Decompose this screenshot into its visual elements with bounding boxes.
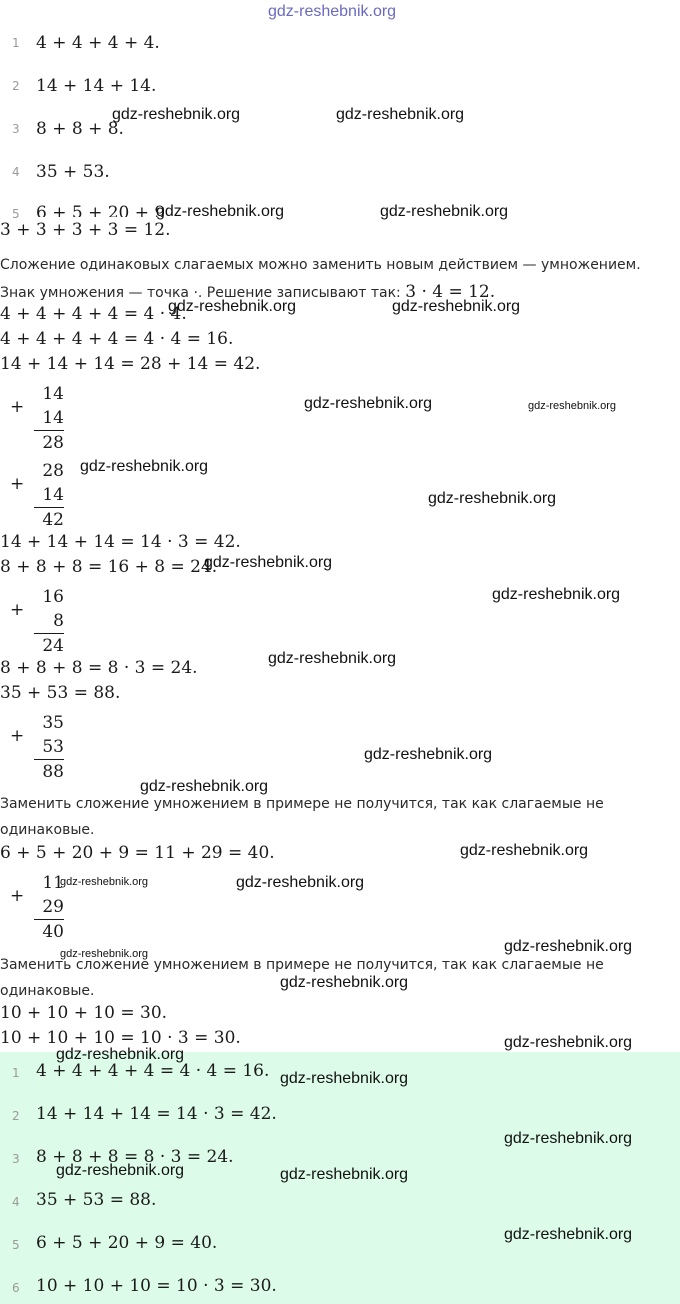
watermark: gdz-reshebnik.org [380, 203, 509, 220]
solution-line: 14 + 14 + 14 = 28 + 14 = 42. [0, 354, 261, 374]
watermark: gdz-reshebnik.org [204, 554, 333, 571]
solution-line: 35 + 53 = 88. [0, 683, 121, 703]
column-addition: 28 14 42 [34, 459, 64, 532]
paragraph: Знак умножения — точка ·. Решение записывают так: 3 · 4 = 12. [0, 282, 496, 302]
watermark: gdz-reshebnik.org [168, 298, 297, 315]
answer-expression: 10 + 10 + 10 = 10 · 3 = 30. [36, 1276, 277, 1296]
list-item-number: 5 [12, 207, 20, 221]
watermark: gdz-reshebnik.org [528, 400, 617, 412]
list-item-number: 4 [12, 1195, 20, 1209]
watermark: gdz-reshebnik.org [268, 3, 397, 20]
answer-expression: 4 + 4 + 4 + 4 = 4 · 4 = 16. [36, 1061, 270, 1081]
solution-line: 8 + 8 + 8 = 16 + 8 = 24. [0, 557, 218, 577]
answer-expression: 35 + 53 = 88. [36, 1190, 157, 1210]
watermark: gdz-reshebnik.org [504, 938, 633, 955]
list-item-number: 3 [12, 1152, 20, 1166]
paragraph: одинаковые. [0, 822, 95, 838]
task-expression: 14 + 14 + 14. [36, 76, 157, 96]
list-item-number: 1 [12, 1066, 20, 1080]
watermark: gdz-reshebnik.org [156, 203, 285, 220]
watermark: gdz-reshebnik.org [140, 778, 269, 795]
task-expression: 35 + 53. [36, 162, 110, 182]
plus-sign: + [10, 886, 25, 906]
list-item-number: 1 [12, 36, 20, 50]
plus-sign: + [10, 397, 25, 417]
list-item-number: 2 [12, 1109, 20, 1123]
answer-expression: 6 + 5 + 20 + 9 = 40. [36, 1233, 218, 1253]
watermark: gdz-reshebnik.org [60, 876, 149, 888]
column-addition: 14 14 28 [34, 382, 64, 455]
solution-line: 10 + 10 + 10 = 10 · 3 = 30. [0, 1028, 241, 1048]
plus-sign: + [10, 474, 25, 494]
watermark: gdz-reshebnik.org [492, 586, 621, 603]
plus-sign: + [10, 726, 25, 746]
plus-sign: + [10, 600, 25, 620]
watermark: gdz-reshebnik.org [304, 395, 433, 412]
watermark: gdz-reshebnik.org [80, 458, 209, 475]
column-addition: 35 53 88 [34, 711, 64, 784]
column-addition: 11 29 40 [34, 871, 64, 944]
paragraph: одинаковые. [0, 983, 95, 999]
list-item-number: 4 [12, 165, 20, 179]
list-item-number: 5 [12, 1238, 20, 1252]
task-expression: 8 + 8 + 8. [36, 119, 124, 139]
watermark: gdz-reshebnik.org [504, 1130, 633, 1147]
solution-line: 10 + 10 + 10 = 30. [0, 1003, 168, 1023]
watermark: gdz-reshebnik.org [336, 106, 465, 123]
paragraph: Заменить сложение умножением в примере не получится, так как слагаемые не [0, 796, 604, 812]
solution-line: 3 + 3 + 3 + 3 = 12. [0, 220, 171, 240]
task-expression: 6 + 5 + 20 + 9 [36, 203, 166, 217]
solution-line: 6 + 5 + 20 + 9 = 11 + 29 = 40. [0, 843, 275, 863]
watermark: gdz-reshebnik.org [56, 1162, 185, 1179]
watermark: gdz-reshebnik.org [504, 1226, 633, 1243]
solution-line: 4 + 4 + 4 + 4 = 4 · 4. [0, 304, 187, 324]
watermark: gdz-reshebnik.org [428, 490, 557, 507]
watermark: gdz-reshebnik.org [280, 974, 409, 991]
answer-expression: 8 + 8 + 8 = 8 · 3 = 24. [36, 1147, 234, 1167]
solution-line: 8 + 8 + 8 = 8 · 3 = 24. [0, 658, 198, 678]
solution-line: 4 + 4 + 4 + 4 = 4 · 4 = 16. [0, 329, 234, 349]
watermark: gdz-reshebnik.org [56, 1046, 185, 1063]
solution-line: 14 + 14 + 14 = 14 · 3 = 42. [0, 532, 241, 552]
paragraph: Сложение одинаковых слагаемых можно заменить новым действием — умножением. [0, 257, 641, 273]
watermark: gdz-reshebnik.org [112, 106, 241, 123]
answer-expression: 14 + 14 + 14 = 14 · 3 = 42. [36, 1104, 277, 1124]
watermark: gdz-reshebnik.org [60, 948, 149, 960]
watermark: gdz-reshebnik.org [392, 298, 521, 315]
watermark: gdz-reshebnik.org [280, 1166, 409, 1183]
list-item-number: 3 [12, 122, 20, 136]
list-item-number: 2 [12, 79, 20, 93]
watermark: gdz-reshebnik.org [268, 650, 397, 667]
list-item-number: 6 [12, 1281, 20, 1295]
watermark: gdz-reshebnik.org [460, 842, 589, 859]
watermark: gdz-reshebnik.org [280, 1070, 409, 1087]
watermark: gdz-reshebnik.org [236, 874, 365, 891]
column-addition: 16 8 24 [34, 585, 64, 658]
watermark: gdz-reshebnik.org [364, 746, 493, 763]
task-expression: 4 + 4 + 4 + 4. [36, 33, 160, 53]
paragraph: Заменить сложение умножением в примере не получится, так как слагаемые не [0, 957, 604, 973]
watermark: gdz-reshebnik.org [504, 1034, 633, 1051]
